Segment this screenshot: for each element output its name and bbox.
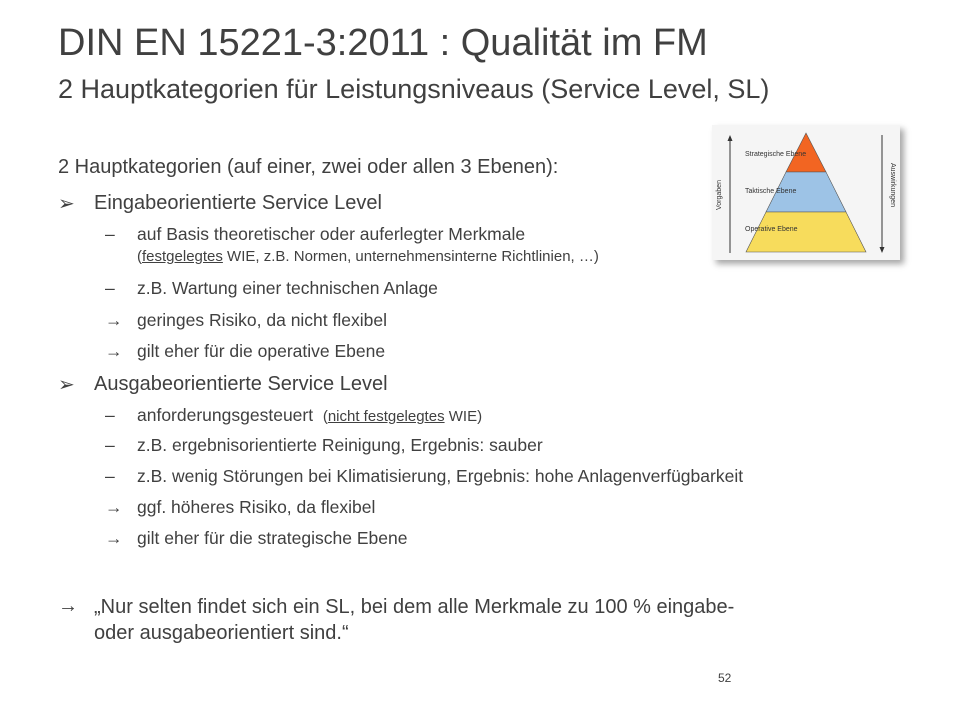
intro-text: 2 Hauptkategorien (auf einer, zwei oder allen 3 Ebenen):	[58, 156, 559, 178]
section2-item2: z.B. ergebnisorientierte Reinigung, Ergebnis: sauber	[137, 435, 543, 455]
section2-item1-note	[323, 408, 482, 425]
note-rest: WIE)	[444, 408, 483, 425]
dash-icon: –	[105, 405, 115, 425]
dash-icon: –	[105, 224, 115, 244]
dash-icon: –	[105, 466, 115, 486]
pyramid-label-bottom: Operative Ebene	[745, 226, 798, 233]
bullet-icon: ➢	[58, 193, 75, 215]
up-arrowhead-icon	[728, 135, 733, 141]
arrow-right-icon: →	[105, 341, 123, 361]
dash-icon: –	[105, 435, 115, 455]
section1-arrow1: geringes Risiko, da nicht flexibel	[137, 310, 387, 330]
dash-icon: –	[105, 278, 115, 298]
quote-line-1: „Nur selten findet sich ein SL, bei dem alle Merkmale zu 100 % eingabe-	[94, 596, 735, 618]
section2-item1	[137, 405, 482, 426]
section1-item2: z.B. Wartung einer technischen Anlage	[137, 278, 438, 298]
arrow-right-icon: →	[58, 595, 78, 617]
quote-line-2: oder ausgabeorientiert sind.“	[94, 622, 349, 644]
arrow-right-icon: →	[105, 497, 123, 517]
pyramid-graphic	[712, 125, 900, 260]
page-number: 52	[718, 671, 732, 685]
right-axis-label: Auswirkungen	[889, 163, 896, 207]
arrow-right-icon: →	[105, 310, 123, 330]
down-arrowhead-icon	[880, 247, 885, 253]
section2-item1-main: anforderungsgesteuert	[137, 405, 314, 425]
note-underlined: nicht festgelegtes	[327, 408, 445, 425]
section1-item1: auf Basis theoretischer oder auferlegter Merkmale	[137, 224, 526, 244]
arrow-right-icon: →	[105, 528, 123, 548]
section2-arrow1: ggf. höheres Risiko, da flexibel	[137, 497, 376, 517]
note-underlined: festgelegtes	[142, 248, 223, 265]
section2-heading: Ausgabeorientierte Service Level	[94, 373, 388, 395]
section1-arrow2: gilt eher für die operative Ebene	[137, 341, 386, 361]
slide-title: DIN EN 15221-3:2011 : Qualität im FM	[58, 22, 708, 64]
note-rest: WIE, z.B. Normen, unternehmensinterne Richtlinien, …)	[222, 248, 599, 265]
note-paren: (	[322, 408, 328, 425]
pyramid-diagram	[712, 125, 900, 260]
note-paren: (	[137, 248, 142, 265]
bullet-icon: ➢	[58, 374, 75, 396]
left-axis-label: Vorgaben	[716, 180, 723, 210]
section1-item1-note	[137, 248, 599, 265]
pyramid-label-top: Strategische Ebene	[745, 151, 807, 158]
section1-heading: Eingabeorientierte Service Level	[94, 192, 382, 214]
pyramid-label-middle: Taktische Ebene	[745, 188, 797, 195]
section2-item3: z.B. wenig Störungen bei Klimatisierung, Ergebnis: hohe Anlagenverfügbarkeit	[137, 466, 744, 486]
section2-arrow2: gilt eher für die strategische Ebene	[137, 528, 408, 548]
slide-subtitle: 2 Hauptkategorien für Leistungsniveaus (Service Level, SL)	[58, 74, 770, 104]
